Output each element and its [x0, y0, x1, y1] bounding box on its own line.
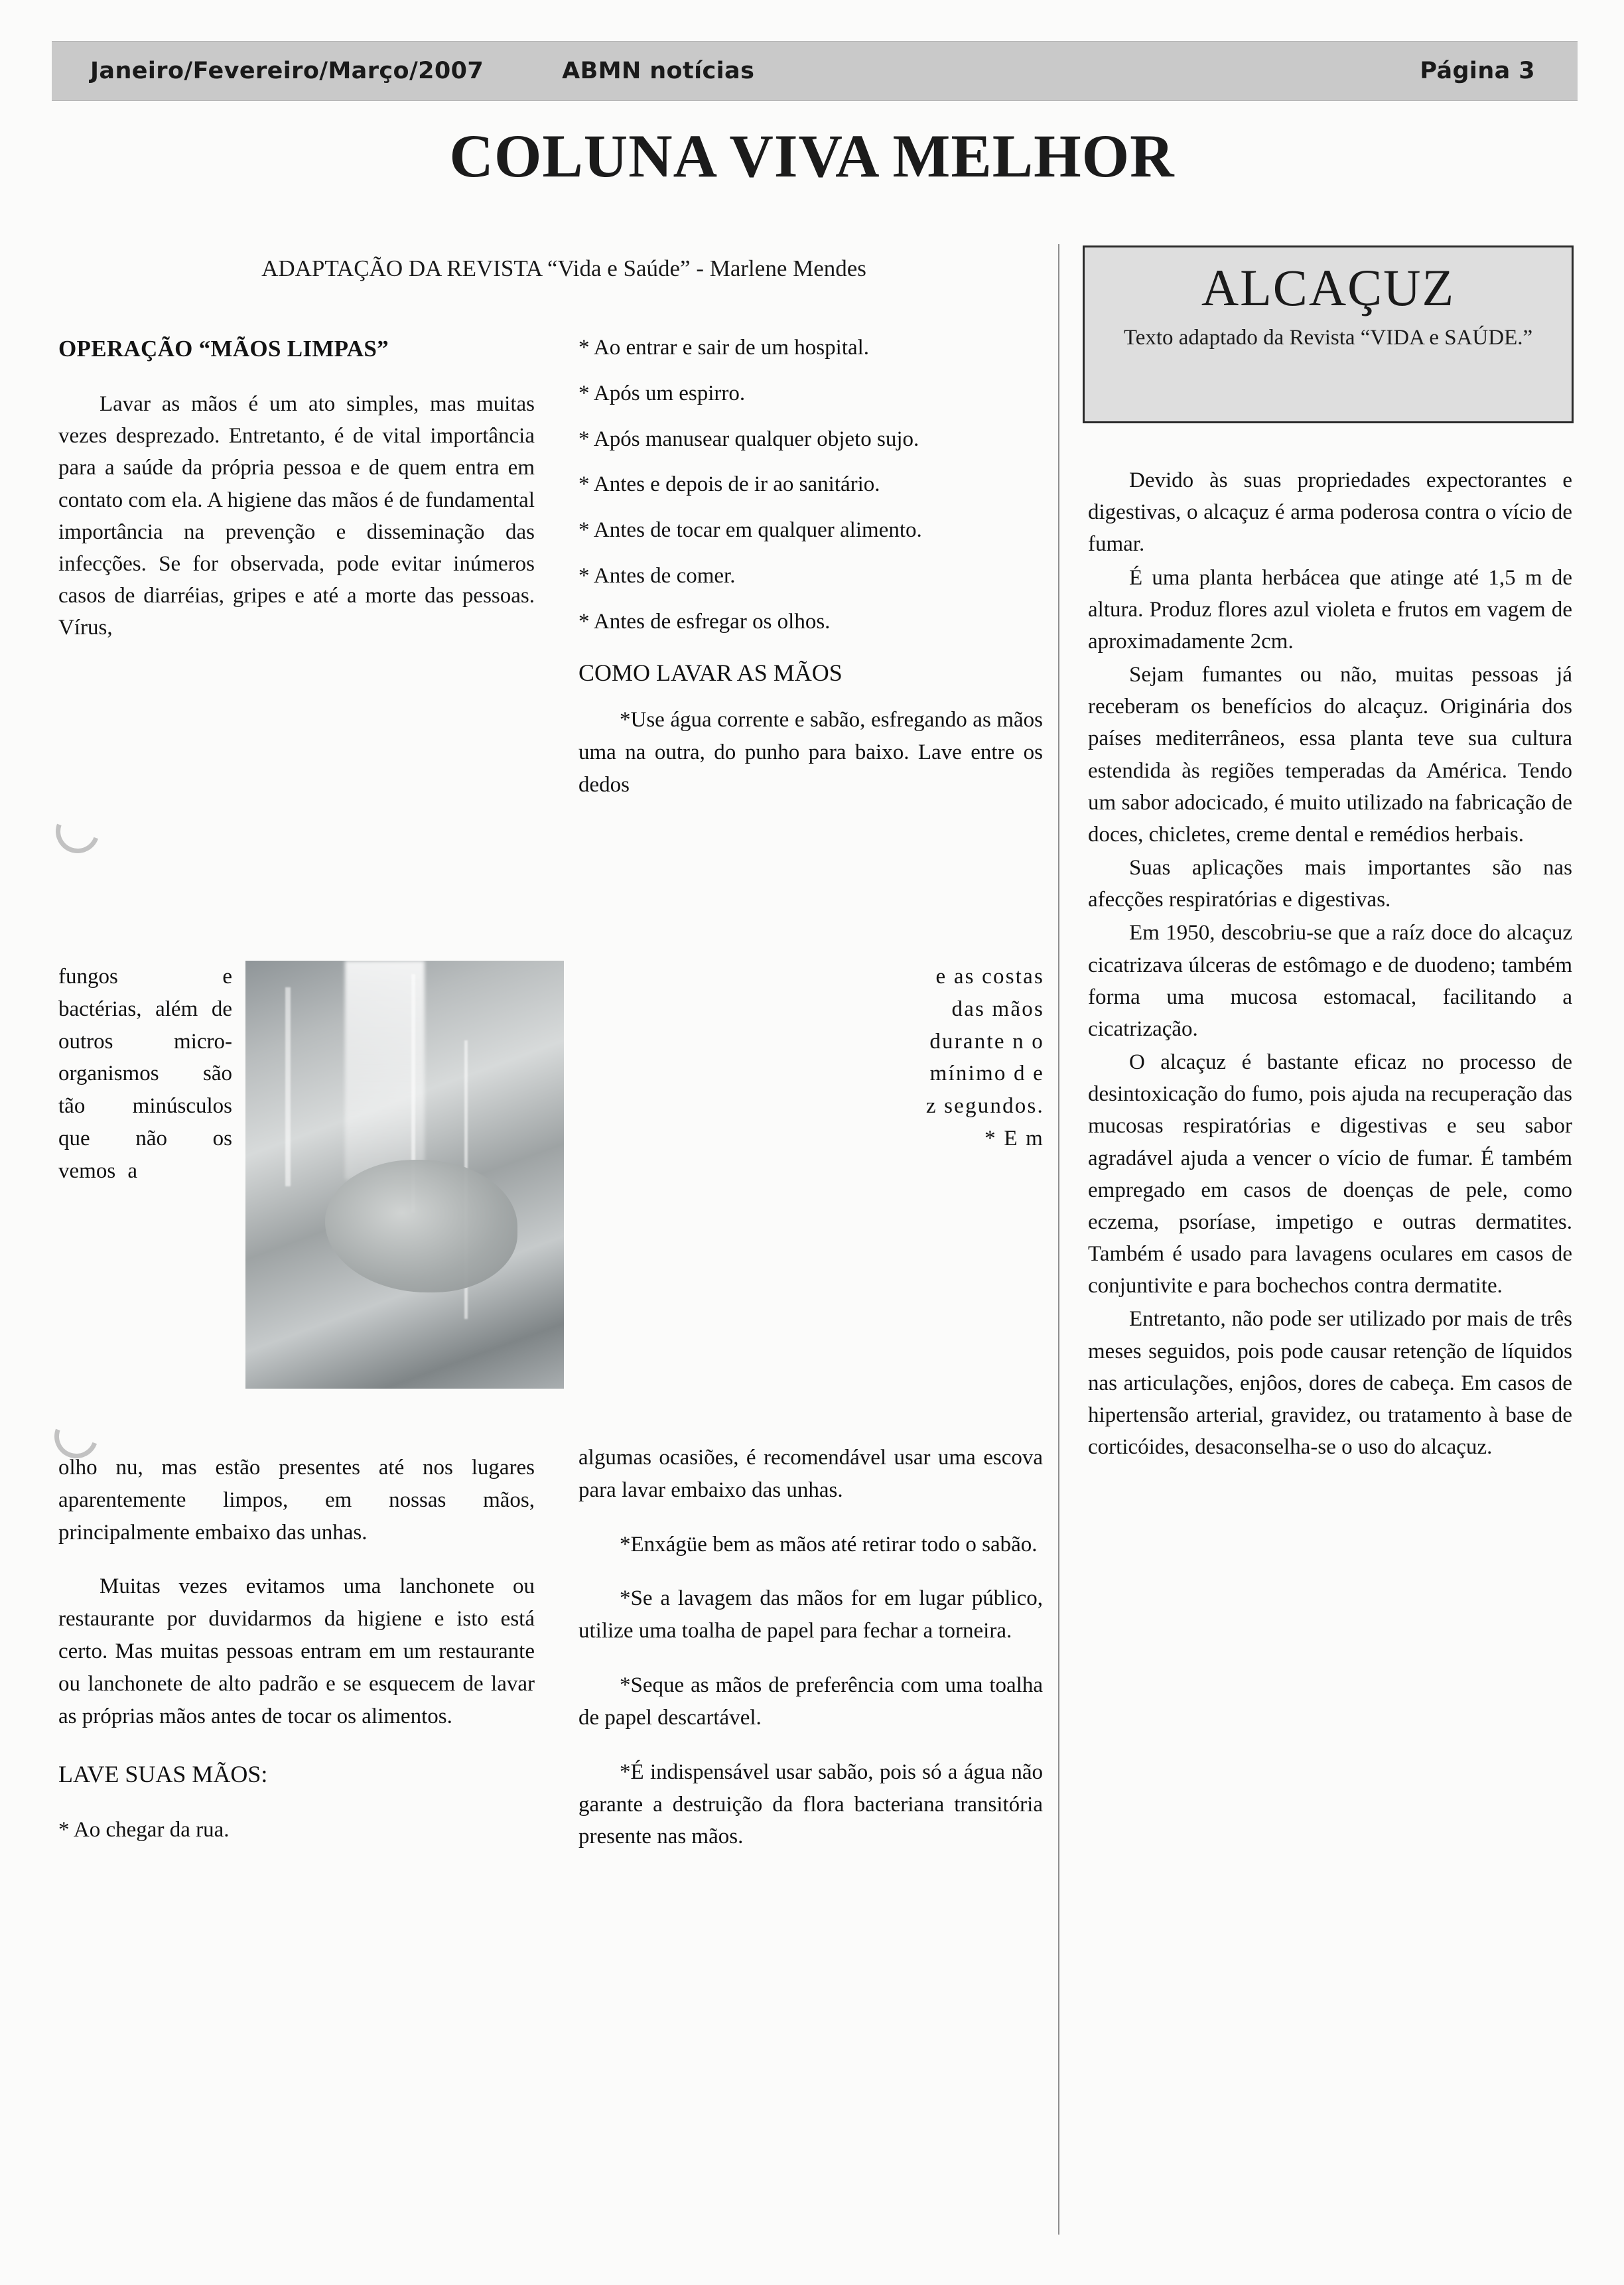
masthead-date: Janeiro/Fevereiro/Março/2007	[90, 58, 484, 84]
article-column-1-lower	[58, 1430, 535, 1868]
hands-washing-photo	[245, 961, 564, 1389]
column3-paragraph-4: Suas aplicações mais importantes são nas afecções respiratórias e digestivas.	[1088, 856, 1572, 912]
page-title: COLUNA VIVA MELHOR	[449, 122, 1175, 190]
column1-paragraph-1-cont: olho nu, mas estão presentes até nos lugares aparentemente limpos, em nossas mãos, principalmente embaixo das unhas.	[58, 1456, 535, 1545]
column2-paragraph-4: *Seque as mãos de preferência com uma toalha de papel descartável.	[578, 1673, 1043, 1730]
operacao-maos-limpas-heading: OPERAÇÃO “MÃOS LIMPAS”	[58, 336, 389, 362]
column3-paragraph-7: Entretanto, não pode ser utilizado por mais de três meses seguidos, pois pode causar retenção de líquidos nas articulações, enjôos, dores de cabeça. Em casos de hipertensão arterial, gravidez, ou tratamento à base de corticóides, desaconselha-se o uso do alcaçuz.	[1088, 1307, 1572, 1460]
list-item: * Antes e depois de ir ao sanitário.	[578, 472, 880, 497]
water-streak	[285, 987, 291, 1186]
list-item: * Ao entrar e sair de um hospital.	[578, 336, 870, 360]
alcacuz-headline-box	[1083, 245, 1574, 423]
scan-artifact	[48, 802, 107, 861]
article-column-2-lower	[578, 1420, 1043, 1875]
column3-paragraph-2: É uma planta herbácea que atinge até 1,5 m de altura. Produz flores azul violeta e frutos em vagem de aproximadamente 2cm.	[1088, 565, 1572, 654]
list-item: * Antes de comer.	[578, 564, 736, 589]
masthead-bar	[52, 41, 1578, 101]
column2-paragraph-2: *Enxágüe bem as mãos até retirar todo o sabão.	[620, 1532, 1038, 1557]
column2-paragraph-1: *Use água corrente e sabão, esfregando as mãos uma na outra, do punho para baixo. Lave entre os dedos	[578, 708, 1043, 797]
como-lavar-as-maos-heading: COMO LAVAR AS MÃOS	[578, 659, 843, 686]
column3-paragraph-1: Devido às suas propriedades expectorantes e digestivas, o alcaçuz é arma poderosa contra o vício de fumar.	[1088, 468, 1572, 557]
hands	[325, 1160, 517, 1292]
column2-paragraph-5: *É indispensável usar sabão, pois só a água não garante a destruição da flora bacteriana transitória presente nas mãos.	[578, 1760, 1043, 1849]
column-divider	[1058, 244, 1059, 2235]
column2-paragraph-1-cont: algumas ocasiões, é recomendável usar uma escova para lavar embaixo das unhas.	[578, 1446, 1043, 1502]
column1-photo-wrap-text: fungos e bactérias, além de outros micro-organismos são tão minúsculos que não os vemos a	[58, 965, 232, 1183]
alcacuz-title: ALCAÇUZ	[1201, 259, 1455, 316]
column2-paragraph-3: *Se a lavagem das mãos for em lugar público, utilize uma toalha de papel para fechar a torneira.	[578, 1586, 1043, 1643]
article-column-1	[58, 332, 535, 645]
lave-suas-maos-heading: LAVE SUAS MÃOS:	[58, 1760, 268, 1787]
column3-paragraph-3: Sejam fumantes ou não, muitas pessoas já receberam os benefícios do alcaçuz. Originária dos países mediterrâneos, essa planta teve sua cultura estendida às regiões temperadas da América. Tendo um sabor adocicado, é muito utilizado na fabricação de doces, chicletes, creme dental e remédios herbais.	[1088, 663, 1572, 847]
column1-bullet-first: * Ao chegar da rua.	[58, 1817, 230, 1842]
column3-paragraph-5: Em 1950, descobriu-se que a raíz doce do alcaçuz cicatrizava úlceras de estômago e de duodeno; também forma uma mucosa estomacal, facilitando a cicatrização.	[1088, 921, 1572, 1041]
article-column-3	[1088, 464, 1572, 1464]
masthead-publication: ABMN notícias	[562, 58, 755, 84]
list-item: * Antes de tocar em qualquer alimento.	[578, 518, 922, 543]
column1-paragraph-1: Lavar as mãos é um ato simples, mas muitas vezes desprezado. Entretanto, é de vital importância para a saúde da própria pessoa e de quem entra em contato com ela. A higiene das mãos é de fundamental importância na prevenção e disseminação das infecções. Se for observada, pode evitar inúmeros casos de diarréias, gripes e até a morte das pessoas. Vírus,	[58, 392, 535, 640]
article-column-2-bullets	[578, 332, 1043, 815]
alcacuz-source-note: Texto adaptado da Revista “VIDA e SAÚDE.”	[1123, 326, 1533, 350]
column1-paragraph-2: Muitas vezes evitamos uma lanchonete ou restaurante por duvidarmos da higiene e isto está certo. Mas muitas pessoas entram em um restaurante ou lanchonete de alto padrão e se esquecem de lavar as próprias mãos antes de tocar os alimentos.	[58, 1574, 535, 1728]
list-item: * Antes de esfregar os olhos.	[578, 609, 831, 634]
page-subtitle: ADAPTAÇÃO DA REVISTA “Vida e Saúde” - Marlene Mendes	[261, 255, 866, 281]
list-item: * Após um espirro.	[578, 381, 746, 405]
column3-paragraph-6: O alcaçuz é bastante eficaz no processo de desintoxicação do fumo, pois ajuda na recuperação das mucosas respiratórias e digestivas e seu sabor agradável ajuda a vencer o vício de fumar. É também empregado em casos de doenças de pele, como eczema, psoríase, impetigo e outras dermatites. Também é usado para lavagens oculares em casos de conjuntivite e para bochechos contra dermatite.	[1088, 1050, 1572, 1298]
list-item: * Após manusear qualquer objeto sujo.	[578, 427, 919, 451]
column2-photo-wrap-text: e as costas das mãos durante n o mínimo d e z segundos. * E m	[925, 965, 1044, 1151]
masthead-page-number: Página 3	[1420, 58, 1535, 84]
